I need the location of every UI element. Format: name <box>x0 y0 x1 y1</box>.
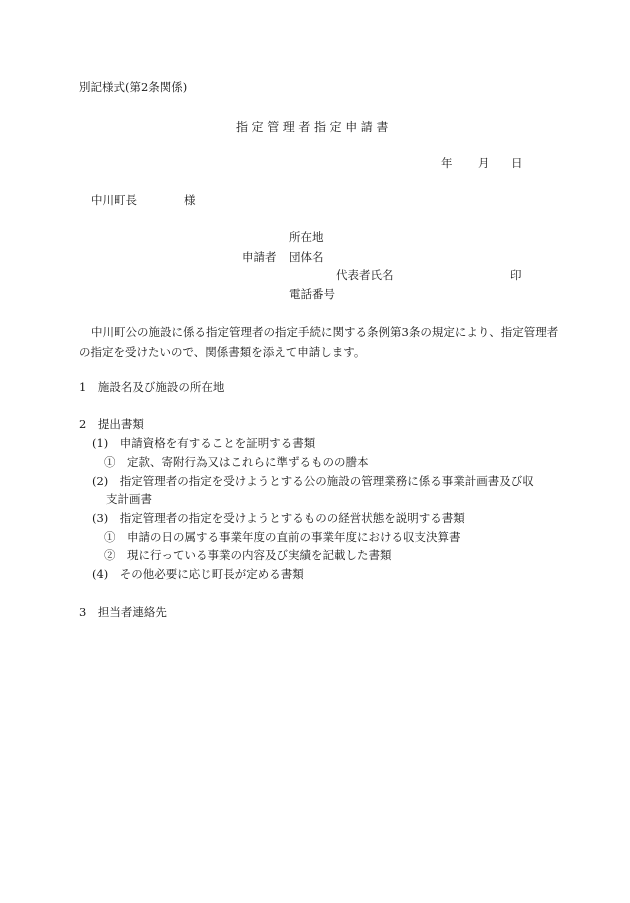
date-day-label: 日 <box>511 156 523 170</box>
section-1-heading: 1 施設名及び施設の所在地 <box>79 380 225 394</box>
list-item: (2) 指定管理者の指定を受けようとする公の施設の管理業務に係る事業計画書及び収 <box>92 474 534 488</box>
honorific: 様 <box>184 193 196 207</box>
applicant-representative-label: 代表者氏名 <box>336 268 394 282</box>
applicant-label: 申請者 <box>242 250 277 264</box>
applicant-address-label: 所在地 <box>289 230 324 244</box>
applicant-phone-label: 電話番号 <box>289 287 335 301</box>
applicant-organization-label: 団体名 <box>289 250 324 264</box>
list-item: (4) その他必要に応じ町長が定める書類 <box>92 567 304 581</box>
list-item: ① 申請の日の属する事業年度の直前の事業年度における収支決算書 <box>104 530 461 544</box>
date-month-label: 月 <box>478 156 490 170</box>
addressee: 中川町長 <box>91 193 137 207</box>
form-label: 別記様式(第2条関係) <box>79 80 188 94</box>
document-title: 指定管理者指定申請書 <box>236 120 393 134</box>
list-item-continuation: 支計画書 <box>106 492 152 506</box>
date-year-label: 年 <box>441 156 453 170</box>
section-3-heading: 3 担当者連絡先 <box>79 605 167 619</box>
application-statement: 中川町公の施設に係る指定管理者の指定手続に関する条例第3条の規定により、指定管理者の指定を受けたいので、関係書類を添えて申請します。 <box>79 325 559 359</box>
list-item: (3) 指定管理者の指定を受けようとするものの経営状態を説明する書類 <box>92 511 465 525</box>
section-2-heading: 2 提出書類 <box>79 417 144 431</box>
seal-mark: 印 <box>510 268 522 282</box>
list-item: ② 現に行っている事業の内容及び実績を記載した書類 <box>104 548 392 562</box>
list-item: (1) 申請資格を有することを証明する書類 <box>92 436 316 450</box>
list-item: ① 定款、寄附行為又はこれらに準ずるものの謄本 <box>104 455 369 469</box>
